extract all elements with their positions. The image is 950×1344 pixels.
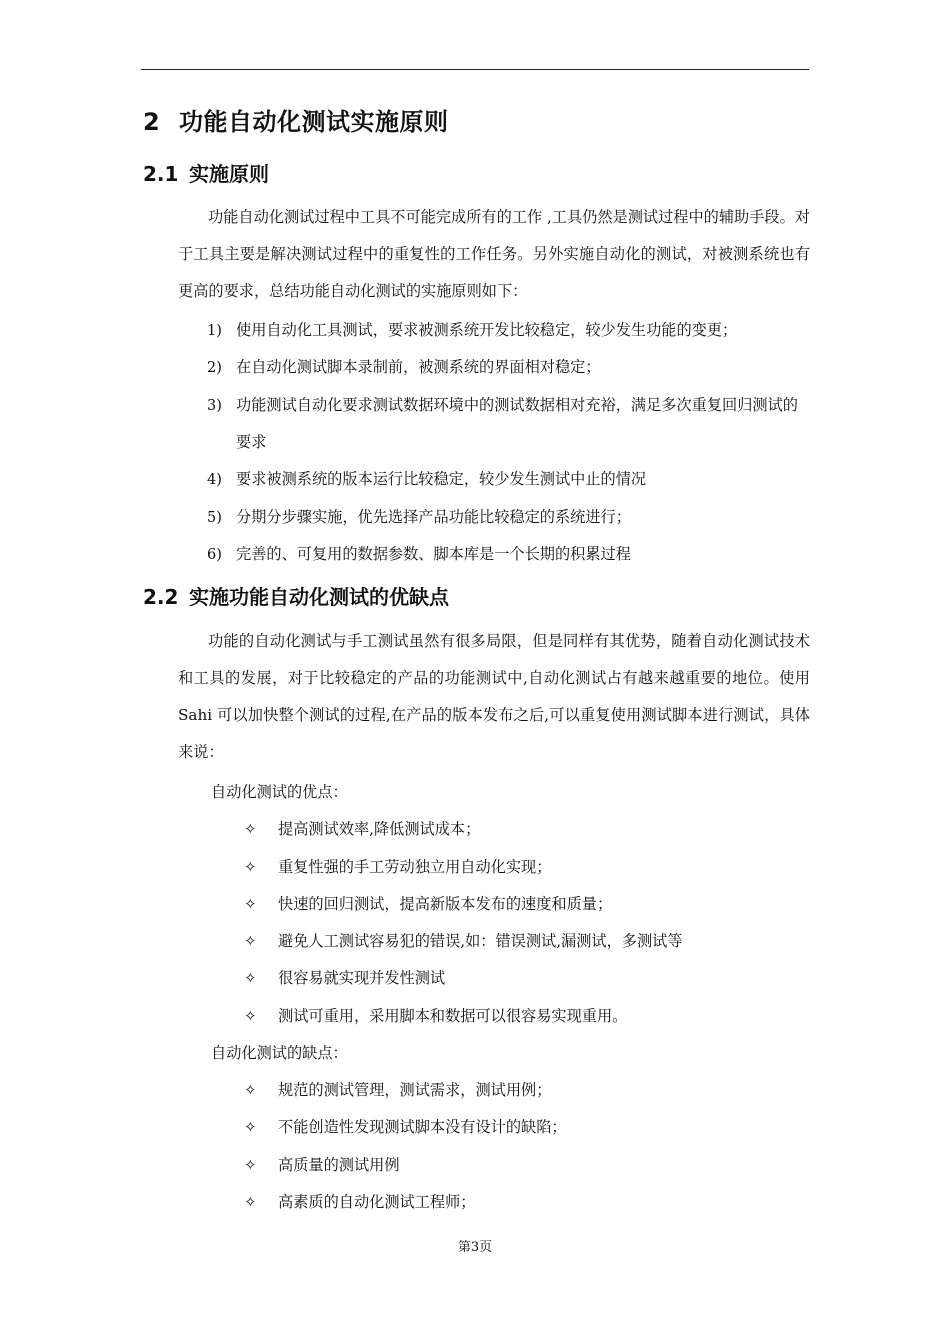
pros-item: 很容易就实现并发性测试 bbox=[278, 969, 446, 987]
intro-paragraph-2-2: 功能的自动化测试与手工测试虽然有很多局限，但是同样有其优势，随着自动化测试技术和工具的发展，对于比较稳定的产品的功能测试中,自动化测试占有越来越重要的地位。使用 Sahi 可以加快整个测试的过程,在产品的版本发布之后,可以重复使用测试脚本进行测试，具体来说： bbox=[178, 632, 810, 761]
section-title: 功能自动化测试实施原则 bbox=[179, 108, 449, 136]
list-number: 1) bbox=[207, 323, 222, 339]
intro-paragraph-2-1: 功能自动化测试过程中工具不可能完成所有的工作 ,工具仍然是测试过程中的辅助手段。对于工具主要是解决测试过程中的重复性的工作任务。另外实施自动化的测试，对被测系统也有更高的要求，总结功能自动化测试的实施原则如下： bbox=[178, 208, 810, 300]
subsection-title: 实施原则 bbox=[189, 162, 269, 186]
diamond-bullet-icon: ✧ bbox=[244, 1156, 257, 1174]
pros-item: 重复性强的手工劳动独立用自动化实现； bbox=[278, 858, 552, 876]
list-item: 要求被测系统的版本运行比较稳定，较少发生测试中止的情况 bbox=[236, 470, 647, 488]
diamond-bullet-icon: ✧ bbox=[244, 969, 257, 987]
list-number: 3) bbox=[207, 398, 222, 414]
cons-item: 高素质的自动化测试工程师； bbox=[278, 1193, 476, 1211]
list-item: 功能测试自动化要求测试数据环境中的测试数据相对充裕，满足多次重复回归测试的要求 bbox=[236, 396, 798, 451]
list-number: 2) bbox=[207, 360, 222, 376]
pros-item: 提高测试效率,降低测试成本； bbox=[278, 820, 481, 838]
diamond-bullet-icon: ✧ bbox=[244, 820, 257, 838]
section-number: 2 bbox=[143, 108, 161, 136]
pros-item: 快速的回归测试，提高新版本发布的速度和质量； bbox=[278, 895, 613, 913]
cons-item: 规范的测试管理，测试需求，测试用例； bbox=[278, 1081, 552, 1099]
diamond-bullet-icon: ✧ bbox=[244, 1118, 257, 1136]
diamond-bullet-icon: ✧ bbox=[244, 895, 257, 913]
cons-item: 高质量的测试用例 bbox=[278, 1156, 400, 1174]
cons-item: 不能创造性发现测试脚本没有设计的缺陷； bbox=[278, 1118, 567, 1136]
subsection-heading-2-2 bbox=[143, 581, 449, 610]
subsection-heading-2-1 bbox=[143, 158, 269, 187]
pros-label: 自动化测试的优点： bbox=[211, 783, 348, 801]
list-item: 使用自动化工具测试，要求被测系统开发比较稳定，较少发生功能的变更； bbox=[236, 321, 738, 339]
cons-label: 自动化测试的缺点： bbox=[211, 1044, 348, 1062]
subsection-number: 2.1 bbox=[143, 162, 179, 186]
pros-item: 避免人工测试容易犯的错误,如：错误测试,漏测试，多测试等 bbox=[278, 932, 683, 950]
subsection-number: 2.2 bbox=[143, 585, 179, 609]
diamond-bullet-icon: ✧ bbox=[244, 1193, 257, 1211]
section-heading bbox=[143, 102, 449, 137]
list-item: 分期分步骤实施，优先选择产品功能比较稳定的系统进行； bbox=[236, 508, 631, 526]
diamond-bullet-icon: ✧ bbox=[244, 1007, 257, 1025]
diamond-bullet-icon: ✧ bbox=[244, 932, 257, 950]
pros-item: 测试可重用，采用脚本和数据可以很容易实现重用。 bbox=[278, 1007, 628, 1025]
header-rule bbox=[141, 69, 809, 70]
subsection-title: 实施功能自动化测试的优缺点 bbox=[189, 585, 449, 609]
list-item: 在自动化测试脚本录制前，被测系统的界面相对稳定； bbox=[236, 358, 601, 376]
list-item: 完善的、可复用的数据参数、脚本库是一个长期的积累过程 bbox=[236, 545, 631, 563]
diamond-bullet-icon: ✧ bbox=[244, 1081, 257, 1099]
list-number: 6) bbox=[207, 547, 222, 563]
page-footer: 第3页 bbox=[457, 1240, 493, 1255]
diamond-bullet-icon: ✧ bbox=[244, 858, 257, 876]
list-number: 5) bbox=[207, 510, 222, 526]
list-number: 4) bbox=[207, 472, 222, 488]
